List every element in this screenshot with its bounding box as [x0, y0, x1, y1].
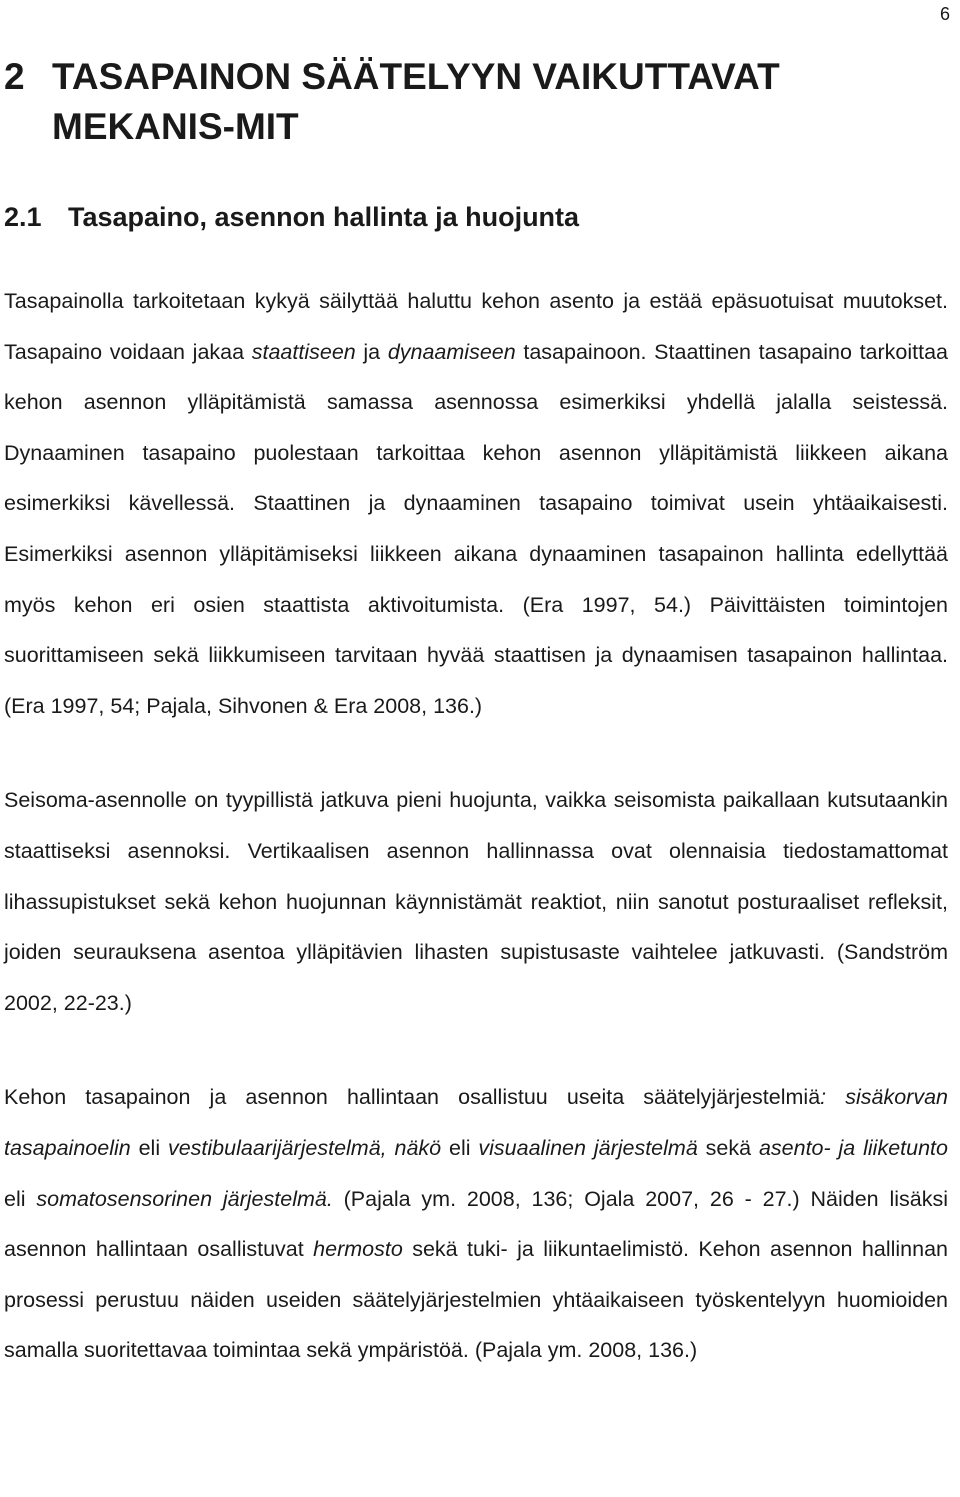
italic-term: hermosto — [313, 1237, 403, 1262]
paragraph-text: Tasapainolla tarkoitetaan kykyä säilyttää haluttu kehon asento ja estää epäsuotuisat muutokset. Tasapaino voidaan jakaa — [4, 289, 948, 364]
italic-term: : sisäkorvan tasapainoelin — [4, 1085, 948, 1160]
paragraph-text: eli — [441, 1135, 479, 1160]
paragraph-regulatory-systems — [4, 1072, 948, 1376]
chapter-heading — [4, 52, 948, 152]
paragraph-text: (Pajala ym. 2008, 136; Ojala 2007, 26 - 27.) Näiden lisäksi asennon hallintaan osallistuvat — [4, 1186, 949, 1262]
section-heading — [4, 197, 948, 237]
paragraph-text: eli — [130, 1135, 168, 1160]
italic-term: vestibulaarijärjestelmä, näkö — [167, 1135, 442, 1160]
italic-term: somatosensorinen järjestelmä. — [36, 1186, 333, 1211]
paragraph-text: sekä — [697, 1135, 759, 1160]
italic-term: visuaalinen järjestelmä — [478, 1135, 698, 1160]
paragraph-text: eli — [4, 1186, 37, 1211]
italic-term: dynaamiseen — [387, 339, 516, 364]
italic-term: asento- ja liiketunto — [758, 1135, 948, 1160]
page-content — [4, 52, 948, 1376]
paragraph-postural-sway: Seisoma-asennolle on tyypillistä jatkuva pieni huojunta, vaikka seisomista paikallaan kutsutaankin staattiseksi asennoksi. Vertikaalisen asennon hallinnassa ovat olennaisia tiedostamattomat lihassupistukset sekä kehon huojunnan käynnistämät reaktiot, niin sanotut posturaaliset refleksit, joiden seurauksena asentoa ylläpitävien lihasten supistusaste vaihtelee jatkuvasti. (Sandström 2002, 22-23.) — [4, 788, 948, 1015]
paragraph-text: sekä tuki- ja liikuntaelimistö. Kehon asennon hallinnan prosessi perustuu näiden useiden säätelyjärjestelmien yhtäaikaiseen työskentelyyn huomioiden samalla suoritettavaa toimintaa sekä ympäristöä. (Pajala ym. 2008, 136.) — [4, 1237, 948, 1363]
paragraph-text: Kehon tasapainon ja asennon hallintaan osallistuu useita säätelyjärjestelmiä — [4, 1085, 821, 1110]
paragraph-text: ja — [355, 339, 388, 364]
italic-term: staattiseen — [251, 339, 356, 364]
chapter-number: 2 — [4, 56, 25, 97]
paragraph-balance-definition — [4, 276, 948, 731]
section-number: 2.1 — [4, 202, 42, 232]
section-title: Tasapaino, asennon hallinta ja huojunta — [68, 202, 580, 232]
paragraph-text: tasapainoon. Staattinen tasapaino tarkoittaa kehon asennon ylläpitämistä samassa asennossa esimerkiksi yhdellä jalalla seistessä. Dynaaminen tasapaino puolestaan tarkoittaa kehon asennon ylläpitämistä liikkeen aikana esimerkiksi kävellessä. Staattinen ja dynaaminen tasapaino toimivat usein yhtäaikaisesti. Esimerkiksi asennon ylläpitämiseksi liikkeen aikana dynaaminen tasapainon hallinta edellyttää myös kehon eri osien staattista aktivoitumista. (Era 1997, 54.) Päivittäisten toimintojen suorittamiseen sekä liikkumiseen tarvitaan hyvää staattisen ja dynaamisen tasapainon hallintaa. (Era 1997, 54; Pajala, Sihvonen & Era 2008, 136.) — [4, 339, 949, 718]
page-number: 6 — [939, 4, 950, 24]
chapter-title: TASAPAINON SÄÄTELYYN VAIKUTTAVAT MEKANIS-MIT — [52, 56, 780, 147]
